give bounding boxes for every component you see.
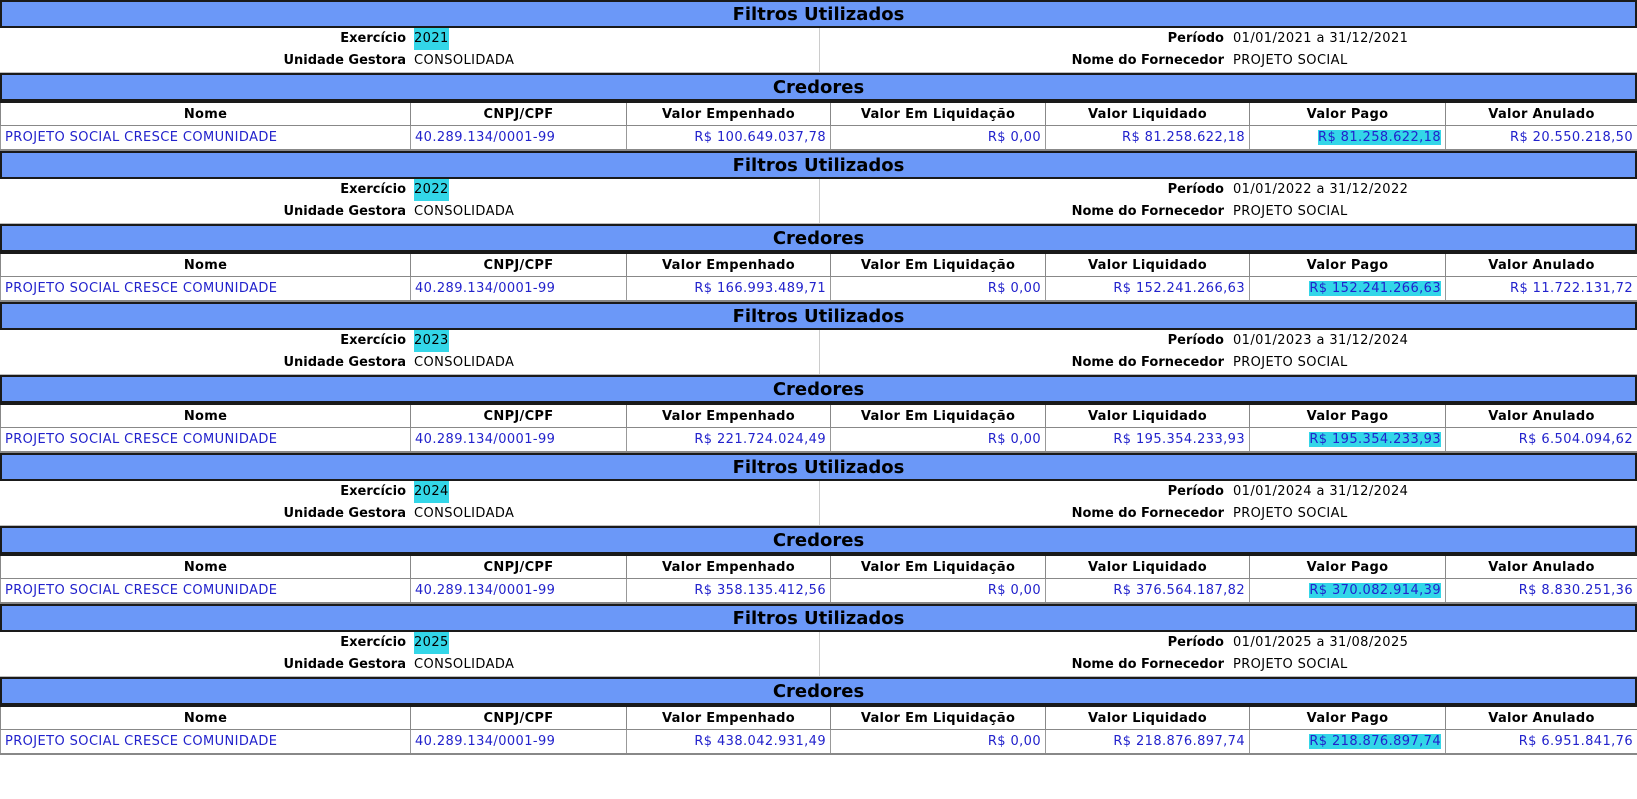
nome-fornecedor-label: Nome do Fornecedor	[1071, 204, 1224, 219]
filters-left	[0, 481, 820, 525]
col-valor-anulado[interactable]: Valor Anulado	[1446, 404, 1637, 428]
cell-valor-em-liquidacao[interactable]: R$ 0,00	[831, 730, 1046, 755]
nome-fornecedor-value: PROJETO SOCIAL	[1233, 53, 1348, 68]
periodo-label: Período	[1167, 484, 1224, 499]
col-cnpj[interactable]: CNPJ/CPF	[411, 404, 627, 428]
col-valor-em-liquidacao[interactable]: Valor Em Liquidação	[831, 555, 1046, 579]
cell-valor-empenhado[interactable]: R$ 358.135.412,56	[627, 579, 831, 604]
periodo-label: Período	[1167, 635, 1224, 650]
exercicio-label: Exercício	[340, 635, 406, 650]
col-valor-pago[interactable]: Valor Pago	[1250, 253, 1446, 277]
col-valor-em-liquidacao[interactable]: Valor Em Liquidação	[831, 404, 1046, 428]
cell-valor-empenhado[interactable]: R$ 100.649.037,78	[627, 126, 831, 151]
col-cnpj[interactable]: CNPJ/CPF	[411, 555, 627, 579]
filters-right	[820, 481, 1637, 525]
creditors-title: Credores	[0, 375, 1637, 403]
cell-cnpj-link[interactable]: 40.289.134/0001-99	[411, 730, 627, 755]
filters-left	[0, 632, 820, 676]
cell-valor-pago[interactable]	[1250, 428, 1446, 453]
cell-valor-em-liquidacao[interactable]: R$ 0,00	[831, 126, 1046, 151]
filters-panel	[0, 632, 1637, 677]
filters-panel	[0, 179, 1637, 224]
nome-fornecedor-value: PROJETO SOCIAL	[1233, 506, 1348, 521]
col-cnpj[interactable]: CNPJ/CPF	[411, 253, 627, 277]
cell-valor-anulado[interactable]: R$ 6.504.094,62	[1446, 428, 1637, 453]
periodo-label: Período	[1167, 333, 1224, 348]
filters-title: Filtros Utilizados	[0, 0, 1637, 28]
cell-valor-pago[interactable]	[1250, 277, 1446, 302]
periodo-label: Período	[1167, 182, 1224, 197]
col-nome[interactable]: Nome	[1, 253, 411, 277]
col-valor-anulado[interactable]: Valor Anulado	[1446, 253, 1637, 277]
col-nome[interactable]: Nome	[1, 555, 411, 579]
exercicio-value: 2023	[414, 330, 449, 352]
cell-valor-empenhado[interactable]: R$ 166.993.489,71	[627, 277, 831, 302]
creditors-table	[0, 705, 1637, 755]
periodo-value: 01/01/2025 a 31/08/2025	[1233, 635, 1409, 650]
filters-panel	[0, 330, 1637, 375]
col-valor-anulado[interactable]: Valor Anulado	[1446, 555, 1637, 579]
filters-left	[0, 330, 820, 374]
cell-nome-link[interactable]: PROJETO SOCIAL CRESCE COMUNIDADE	[1, 579, 411, 604]
creditors-table	[0, 252, 1637, 302]
unidade-gestora-value: CONSOLIDADA	[414, 506, 515, 521]
report-block	[0, 302, 1637, 453]
col-valor-liquidado[interactable]: Valor Liquidado	[1046, 404, 1250, 428]
cell-valor-liquidado[interactable]: R$ 195.354.233,93	[1046, 428, 1250, 453]
col-valor-empenhado[interactable]: Valor Empenhado	[627, 404, 831, 428]
report-block	[0, 453, 1637, 604]
exercicio-label: Exercício	[340, 182, 406, 197]
filters-title: Filtros Utilizados	[0, 151, 1637, 179]
periodo-label: Período	[1167, 31, 1224, 46]
creditors-table	[0, 554, 1637, 604]
cell-valor-liquidado[interactable]: R$ 152.241.266,63	[1046, 277, 1250, 302]
unidade-gestora-label: Unidade Gestora	[283, 204, 406, 219]
valor-pago-highlight: R$ 370.082.914,39	[1309, 583, 1441, 598]
nome-fornecedor-value: PROJETO SOCIAL	[1233, 657, 1348, 672]
filters-left	[0, 28, 820, 72]
cell-valor-em-liquidacao[interactable]: R$ 0,00	[831, 428, 1046, 453]
filters-title: Filtros Utilizados	[0, 604, 1637, 632]
cell-nome-link[interactable]: PROJETO SOCIAL CRESCE COMUNIDADE	[1, 277, 411, 302]
col-nome[interactable]: Nome	[1, 706, 411, 730]
col-valor-liquidado[interactable]: Valor Liquidado	[1046, 706, 1250, 730]
valor-pago-highlight: R$ 152.241.266,63	[1309, 281, 1441, 296]
col-cnpj[interactable]: CNPJ/CPF	[411, 102, 627, 126]
col-valor-empenhado[interactable]: Valor Empenhado	[627, 102, 831, 126]
col-valor-anulado[interactable]: Valor Anulado	[1446, 706, 1637, 730]
cell-valor-anulado[interactable]: R$ 6.951.841,76	[1446, 730, 1637, 755]
exercicio-label: Exercício	[340, 31, 406, 46]
report-block	[0, 0, 1637, 151]
creditors-table	[0, 101, 1637, 151]
cell-valor-empenhado[interactable]: R$ 221.724.024,49	[627, 428, 831, 453]
col-valor-pago[interactable]: Valor Pago	[1250, 404, 1446, 428]
unidade-gestora-label: Unidade Gestora	[283, 657, 406, 672]
filters-panel	[0, 28, 1637, 73]
filters-panel	[0, 481, 1637, 526]
col-valor-em-liquidacao[interactable]: Valor Em Liquidação	[831, 706, 1046, 730]
filters-right	[820, 632, 1637, 676]
cell-valor-liquidado[interactable]: R$ 81.258.622,18	[1046, 126, 1250, 151]
valor-pago-highlight: R$ 195.354.233,93	[1309, 432, 1441, 447]
creditors-title: Credores	[0, 677, 1637, 705]
periodo-value: 01/01/2022 a 31/12/2022	[1233, 182, 1409, 197]
cell-valor-em-liquidacao[interactable]: R$ 0,00	[831, 277, 1046, 302]
table-row[interactable]	[1, 126, 1637, 151]
unidade-gestora-value: CONSOLIDADA	[414, 355, 515, 370]
cell-cnpj-link[interactable]: 40.289.134/0001-99	[411, 126, 627, 151]
creditors-title: Credores	[0, 526, 1637, 554]
exercicio-value: 2021	[414, 28, 449, 50]
col-valor-em-liquidacao[interactable]: Valor Em Liquidação	[831, 253, 1046, 277]
table-header-row	[1, 102, 1637, 126]
col-valor-pago[interactable]: Valor Pago	[1250, 706, 1446, 730]
table-header-row	[1, 555, 1637, 579]
cell-cnpj-link[interactable]: 40.289.134/0001-99	[411, 277, 627, 302]
col-valor-empenhado[interactable]: Valor Empenhado	[627, 706, 831, 730]
col-valor-empenhado[interactable]: Valor Empenhado	[627, 555, 831, 579]
filters-right	[820, 28, 1637, 72]
cell-cnpj-link[interactable]: 40.289.134/0001-99	[411, 579, 627, 604]
col-nome[interactable]: Nome	[1, 102, 411, 126]
creditors-title: Credores	[0, 224, 1637, 252]
valor-pago-highlight: R$ 81.258.622,18	[1318, 130, 1441, 145]
unidade-gestora-value: CONSOLIDADA	[414, 657, 515, 672]
unidade-gestora-value: CONSOLIDADA	[414, 204, 515, 219]
col-valor-liquidado[interactable]: Valor Liquidado	[1046, 555, 1250, 579]
col-nome[interactable]: Nome	[1, 404, 411, 428]
col-valor-pago[interactable]: Valor Pago	[1250, 102, 1446, 126]
table-row[interactable]	[1, 730, 1637, 755]
unidade-gestora-label: Unidade Gestora	[283, 355, 406, 370]
nome-fornecedor-label: Nome do Fornecedor	[1071, 657, 1224, 672]
creditors-table	[0, 403, 1637, 453]
unidade-gestora-label: Unidade Gestora	[283, 53, 406, 68]
nome-fornecedor-label: Nome do Fornecedor	[1071, 506, 1224, 521]
nome-fornecedor-label: Nome do Fornecedor	[1071, 355, 1224, 370]
valor-pago-highlight: R$ 218.876.897,74	[1309, 734, 1441, 749]
cell-valor-em-liquidacao[interactable]: R$ 0,00	[831, 579, 1046, 604]
exercicio-label: Exercício	[340, 333, 406, 348]
filters-left	[0, 179, 820, 223]
exercicio-value: 2024	[414, 481, 449, 503]
unidade-gestora-label: Unidade Gestora	[283, 506, 406, 521]
unidade-gestora-value: CONSOLIDADA	[414, 53, 515, 68]
nome-fornecedor-label: Nome do Fornecedor	[1071, 53, 1224, 68]
report-block	[0, 151, 1637, 302]
cell-valor-empenhado[interactable]: R$ 438.042.931,49	[627, 730, 831, 755]
filters-right	[820, 330, 1637, 374]
cell-valor-liquidado[interactable]: R$ 376.564.187,82	[1046, 579, 1250, 604]
table-header-row	[1, 404, 1637, 428]
col-cnpj[interactable]: CNPJ/CPF	[411, 706, 627, 730]
cell-nome-link[interactable]: PROJETO SOCIAL CRESCE COMUNIDADE	[1, 428, 411, 453]
cell-nome-link[interactable]: PROJETO SOCIAL CRESCE COMUNIDADE	[1, 126, 411, 151]
periodo-value: 01/01/2021 a 31/12/2021	[1233, 31, 1409, 46]
cell-valor-pago[interactable]	[1250, 579, 1446, 604]
cell-valor-pago[interactable]	[1250, 730, 1446, 755]
cell-valor-anulado[interactable]: R$ 11.722.131,72	[1446, 277, 1637, 302]
table-row[interactable]	[1, 428, 1637, 453]
col-valor-pago[interactable]: Valor Pago	[1250, 555, 1446, 579]
filters-title: Filtros Utilizados	[0, 453, 1637, 481]
filters-right	[820, 179, 1637, 223]
cell-valor-pago[interactable]	[1250, 126, 1446, 151]
table-row[interactable]	[1, 277, 1637, 302]
nome-fornecedor-value: PROJETO SOCIAL	[1233, 204, 1348, 219]
exercicio-value: 2022	[414, 179, 449, 201]
table-row[interactable]	[1, 579, 1637, 604]
exercicio-value: 2025	[414, 632, 449, 654]
periodo-value: 01/01/2024 a 31/12/2024	[1233, 484, 1409, 499]
cell-valor-anulado[interactable]: R$ 20.550.218,50	[1446, 126, 1637, 151]
col-valor-anulado[interactable]: Valor Anulado	[1446, 102, 1637, 126]
cell-valor-liquidado[interactable]: R$ 218.876.897,74	[1046, 730, 1250, 755]
periodo-value: 01/01/2023 a 31/12/2024	[1233, 333, 1409, 348]
nome-fornecedor-value: PROJETO SOCIAL	[1233, 355, 1348, 370]
cell-valor-anulado[interactable]: R$ 8.830.251,36	[1446, 579, 1637, 604]
table-header-row	[1, 253, 1637, 277]
cell-cnpj-link[interactable]: 40.289.134/0001-99	[411, 428, 627, 453]
col-valor-liquidado[interactable]: Valor Liquidado	[1046, 253, 1250, 277]
creditors-title: Credores	[0, 73, 1637, 101]
table-header-row	[1, 706, 1637, 730]
col-valor-liquidado[interactable]: Valor Liquidado	[1046, 102, 1250, 126]
report-block	[0, 604, 1637, 755]
cell-nome-link[interactable]: PROJETO SOCIAL CRESCE COMUNIDADE	[1, 730, 411, 755]
col-valor-em-liquidacao[interactable]: Valor Em Liquidação	[831, 102, 1046, 126]
exercicio-label: Exercício	[340, 484, 406, 499]
filters-title: Filtros Utilizados	[0, 302, 1637, 330]
col-valor-empenhado[interactable]: Valor Empenhado	[627, 253, 831, 277]
